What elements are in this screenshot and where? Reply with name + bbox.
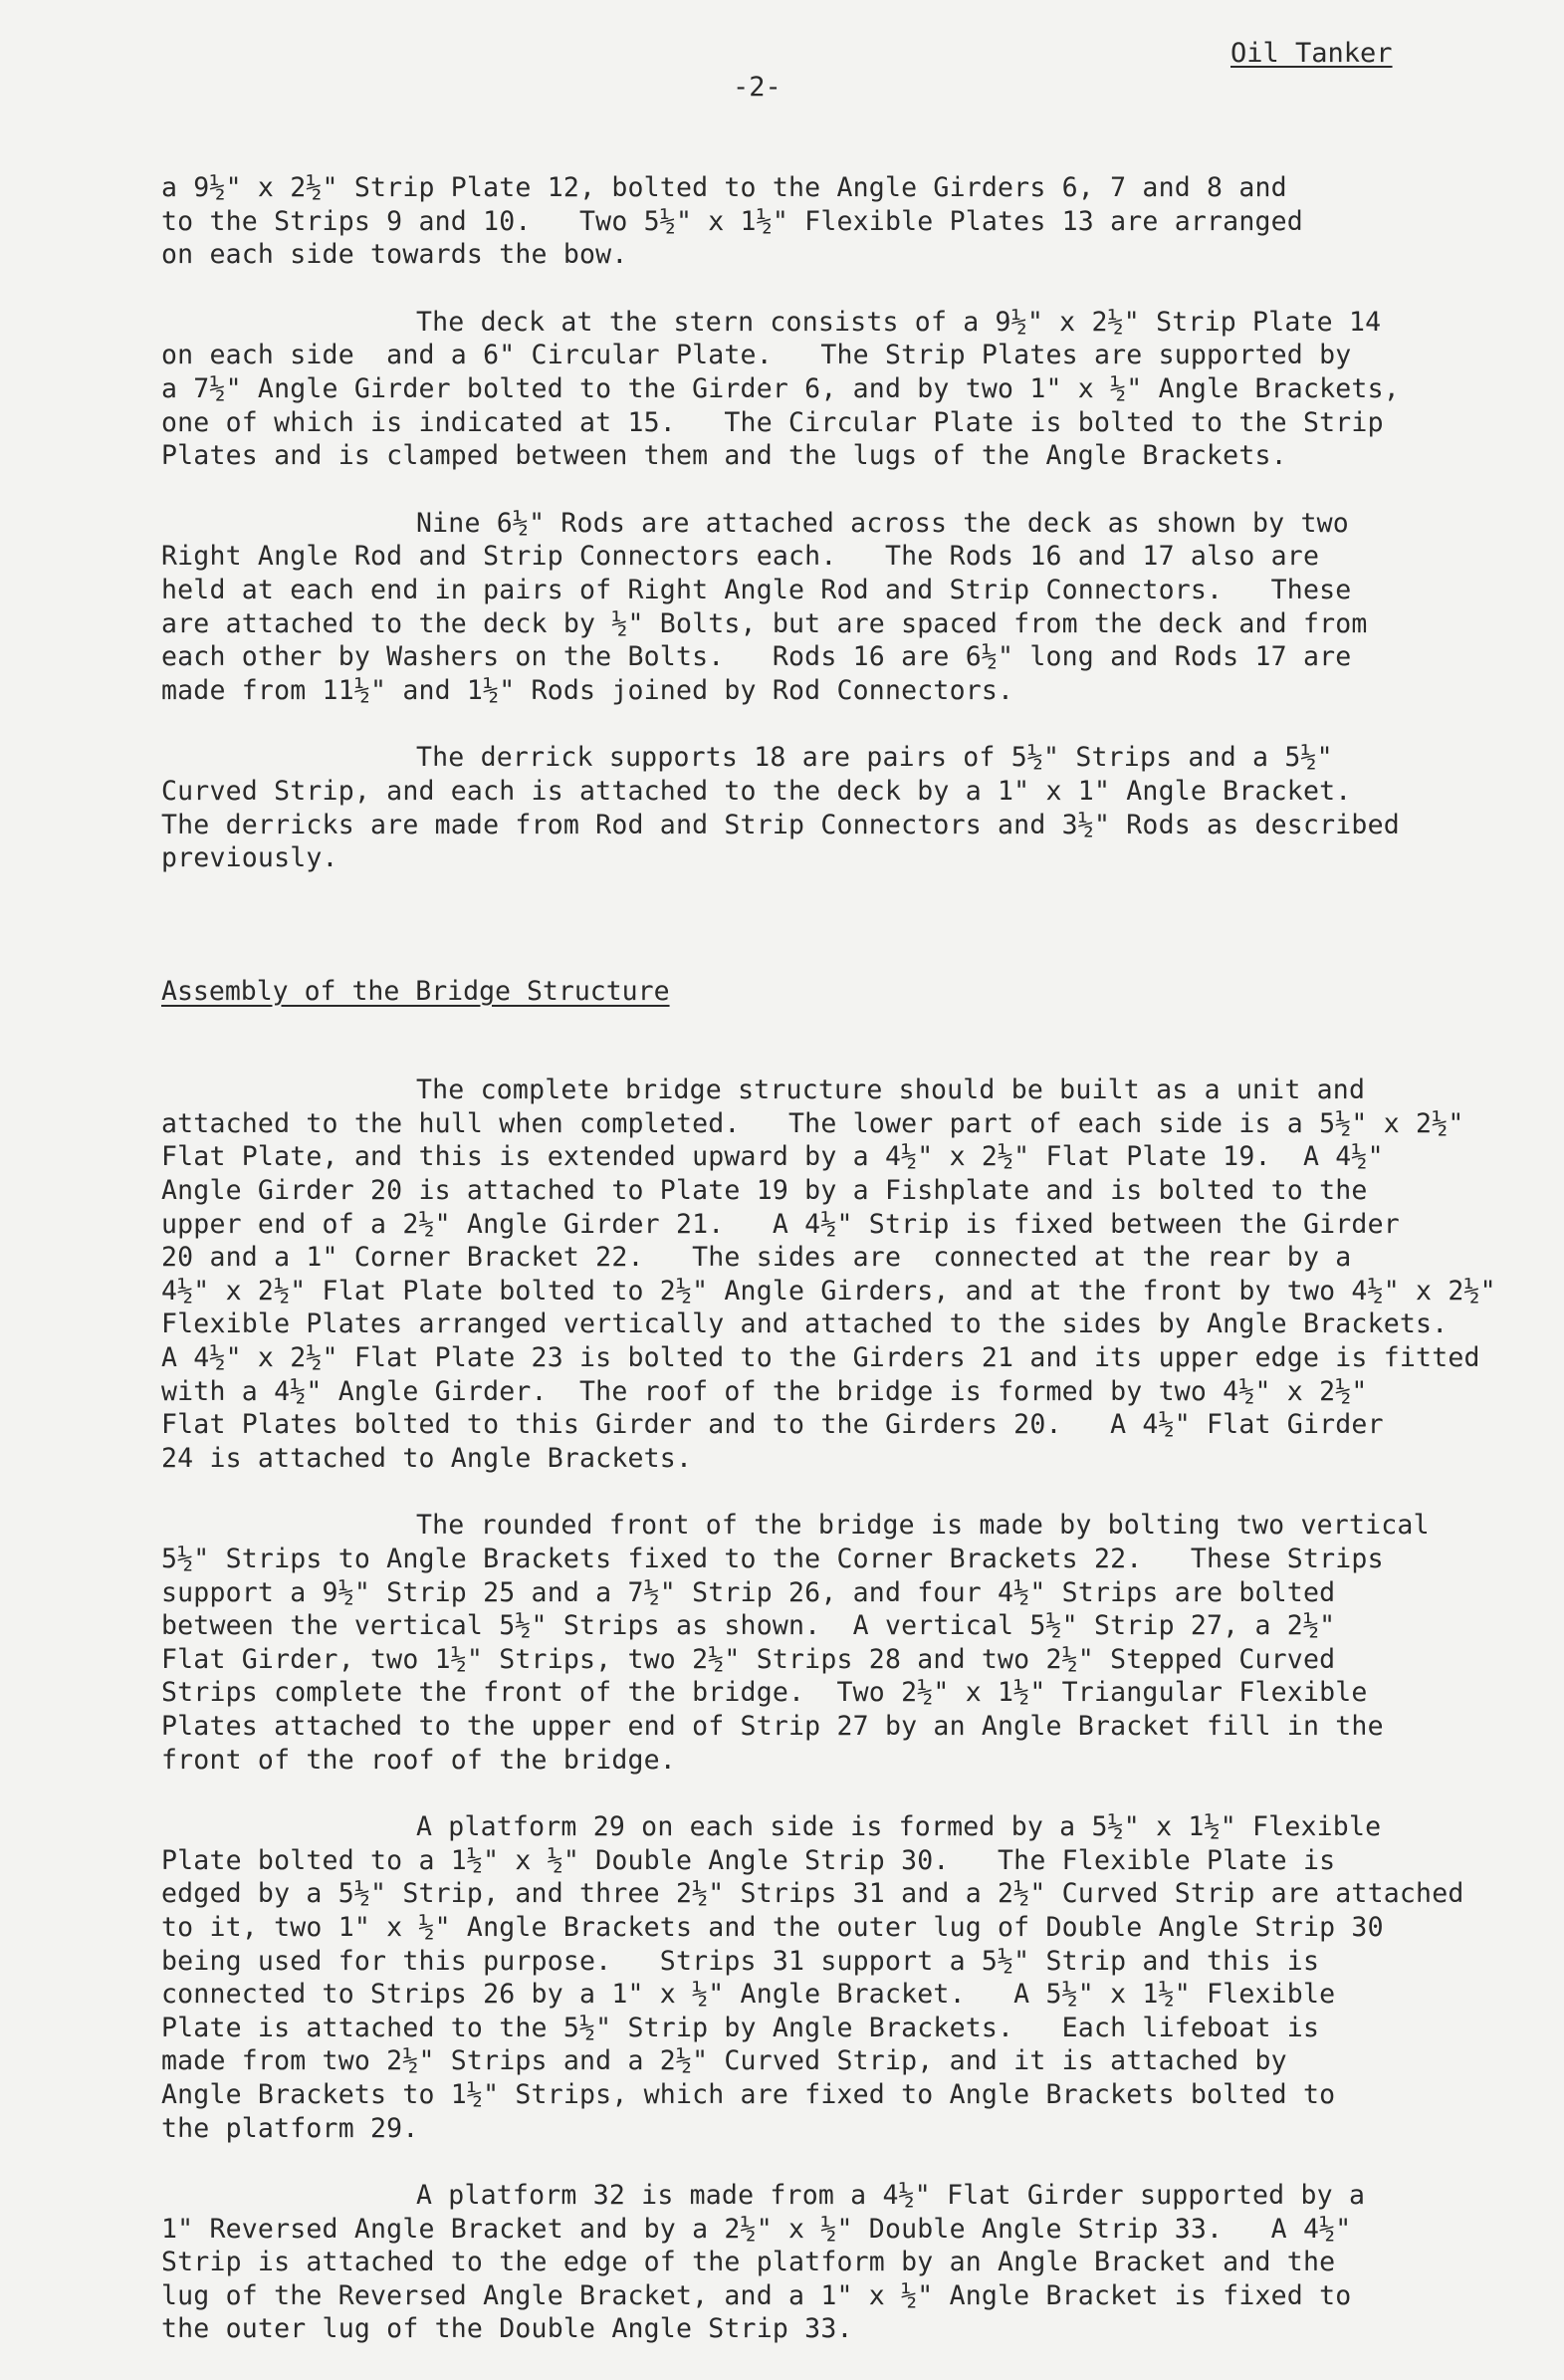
text-line xyxy=(161,171,1555,205)
text-line xyxy=(161,205,1555,239)
line-text: edged by a 5½" Strip, and three 2½" Strips 31 and a 2½" Curved Strip are attached xyxy=(161,1878,1464,1910)
line-text: Plate bolted to a 1½" x ½" Double Angle Strip 30. The Flexible Plate is xyxy=(161,1844,1336,1876)
line-text: one of which is indicated at 15. The Circular Plate is bolted to the Strip xyxy=(161,406,1384,438)
line-text: 20 and a 1" Corner Bracket 22. The sides are connected at the rear by a xyxy=(161,1242,1352,1274)
text-line xyxy=(161,1609,1555,1643)
line-text: the outer lug of the Double Angle Strip 33. xyxy=(161,2313,853,2345)
text-line xyxy=(161,775,1555,809)
text-line xyxy=(161,607,1555,641)
line-text: each other by Washers on the Bolts. Rods 16 are 6½" long and Rods 17 are xyxy=(161,641,1352,673)
text-line xyxy=(161,2012,1555,2045)
page-number: -2- xyxy=(733,72,782,103)
text-line xyxy=(161,2246,1555,2279)
text-line xyxy=(161,406,1555,440)
line-text: made from two 2½" Strips and a 2½" Curved Strip, and it is attached by xyxy=(161,2045,1287,2077)
line-text: Strip is attached to the edge of the platform by an Angle Bracket and the xyxy=(161,2247,1336,2278)
line-text: front of the roof of the bridge. xyxy=(161,1744,676,1776)
line-text: 5½" Strips to Angle Brackets fixed to the Corner Brackets 22. These Strips xyxy=(161,1544,1384,1574)
line-text: attached to the hull when completed. The lower part of each side is a 5½" x 2½" xyxy=(161,1107,1464,1139)
paragraph xyxy=(161,1509,1555,1777)
paragraph xyxy=(161,1810,1555,2145)
text-line xyxy=(161,339,1555,372)
line-text: lug of the Reversed Angle Bracket, and a 1" x ½" Angle Bracket is fixed to xyxy=(161,2279,1352,2311)
line-text: on each side and a 6" Circular Plate. The Strip Plates are supported by xyxy=(161,340,1352,371)
paragraph xyxy=(161,171,1555,272)
text-line xyxy=(161,1877,1555,1911)
line-text: connected to Strips 26 by a 1" x ½" Angle Bracket. A 5½" x 1½" Flexible xyxy=(161,1979,1336,2011)
line-text: Plates and is clamped between them and the lugs of the Angle Brackets. xyxy=(161,440,1287,472)
text-line xyxy=(161,809,1555,842)
line-text: Right Angle Rod and Strip Connectors each. The Rods 16 and 17 also are xyxy=(161,541,1320,573)
text-line xyxy=(161,1073,1555,1107)
line-text: Angle Brackets to 1½" Strips, which are fixed to Angle Brackets bolted to xyxy=(161,2078,1336,2110)
line-text: A platform 32 is made from a 4½" Flat Girder supported by a xyxy=(416,2180,1366,2212)
text-line xyxy=(161,1810,1555,1844)
line-text: 24 is attached to Angle Brackets. xyxy=(161,1442,693,1474)
text-line xyxy=(161,1174,1555,1208)
line-text: The derrick supports 18 are pairs of 5½" Strips and a 5½" xyxy=(416,742,1333,774)
text-line xyxy=(161,2078,1555,2112)
document-title: Oil Tanker xyxy=(1230,38,1393,69)
text-line xyxy=(161,507,1555,541)
line-text: a 9½" x 2½" Strip Plate 12, bolted to the Angle Girders 6, 7 and 8 and xyxy=(161,172,1287,203)
line-text: 4½" x 2½" Flat Plate bolted to 2½" Angle Girders, and at the front by two 4½" x 2½" xyxy=(161,1275,1496,1307)
text-line xyxy=(161,1744,1555,1778)
text-line xyxy=(161,1844,1555,1878)
text-line xyxy=(161,1241,1555,1275)
text-line xyxy=(161,2179,1555,2213)
text-line xyxy=(161,2112,1555,2146)
document-body xyxy=(161,171,1555,2380)
line-text: The rounded front of the bridge is made by bolting two vertical xyxy=(416,1510,1430,1542)
text-line xyxy=(161,1442,1555,1476)
text-line xyxy=(161,1710,1555,1744)
line-text: Plate is attached to the 5½" Strip by Angle Brackets. Each lifeboat is xyxy=(161,2012,1320,2043)
line-text: a 7½" Angle Girder bolted to the Girder 6, and by two 1" x ½" Angle Brackets, xyxy=(161,372,1400,404)
line-text: Nine 6½" Rods are attached across the deck as shown by two xyxy=(416,507,1349,539)
line-text: The complete bridge structure should be built as a unit and xyxy=(416,1074,1366,1106)
line-text: Flat Plate, and this is extended upward by a 4½" x 2½" Flat Plate 19. A 4½" xyxy=(161,1141,1384,1173)
text-line xyxy=(161,439,1555,473)
text-line xyxy=(161,1576,1555,1610)
line-text: Flat Plates bolted to this Girder and to the Girders 20. A 4½" Flat Girder xyxy=(161,1409,1384,1441)
text-line xyxy=(161,1509,1555,1543)
line-text: 1" Reversed Angle Bracket and by a 2½" x ½" Double Angle Strip 33. A 4½" xyxy=(161,2213,1352,2245)
line-text: held at each end in pairs of Right Angle Rod and Strip Connectors. These xyxy=(161,574,1352,605)
section-heading: Assembly of the Bridge Structure xyxy=(161,975,670,1007)
line-text: being used for this purpose. Strips 31 support a 5½" Strip and this is xyxy=(161,1945,1320,1977)
line-text: A 4½" x 2½" Flat Plate 23 is bolted to the Girders 21 and its upper edge is fitted xyxy=(161,1342,1480,1374)
paragraphs-after-heading xyxy=(161,1073,1555,2346)
line-text: previously. xyxy=(161,842,338,874)
text-line xyxy=(161,2213,1555,2247)
text-line xyxy=(161,1676,1555,1710)
paragraph xyxy=(161,1073,1555,1475)
text-line xyxy=(161,1140,1555,1174)
text-line xyxy=(161,1408,1555,1442)
line-text: Flexible Plates arranged vertically and attached to the sides by Angle Brackets. xyxy=(161,1309,1449,1340)
line-text: Angle Girder 20 is attached to Plate 19 by a Fishplate and is bolted to the xyxy=(161,1175,1368,1207)
line-text: A platform 29 on each side is formed by a 5½" x 1½" Flexible xyxy=(416,1811,1382,1843)
line-text: Curved Strip, and each is attached to the deck by a 1" x 1" Angle Bracket. xyxy=(161,775,1352,807)
line-text: are attached to the deck by ½" Bolts, but are spaced from the deck and from xyxy=(161,607,1368,639)
line-text: Flat Girder, two 1½" Strips, two 2½" Strips 28 and two 2½" Stepped Curved xyxy=(161,1643,1336,1675)
line-text: on each side towards the bow. xyxy=(161,239,628,271)
line-text: Plates attached to the upper end of Strip 27 by an Angle Bracket fill in the xyxy=(161,1710,1384,1742)
text-line xyxy=(161,1208,1555,1242)
text-line xyxy=(161,1911,1555,1945)
text-line xyxy=(161,1978,1555,2012)
paragraph xyxy=(161,306,1555,473)
text-line xyxy=(161,2044,1555,2078)
text-line xyxy=(161,238,1555,272)
text-line xyxy=(161,540,1555,574)
line-text: upper end of a 2½" Angle Girder 21. A 4½" Strip is fixed between the Girder xyxy=(161,1208,1400,1240)
line-text: made from 11½" and 1½" Rods joined by Rod Connectors. xyxy=(161,674,1014,706)
text-line xyxy=(161,1107,1555,1141)
text-line xyxy=(161,1375,1555,1409)
line-text: The deck at the stern consists of a 9½" x 2½" Strip Plate 14 xyxy=(416,306,1382,338)
text-line xyxy=(161,1945,1555,1979)
text-line xyxy=(161,372,1555,406)
text-line xyxy=(161,306,1555,340)
text-line xyxy=(161,1308,1555,1341)
text-line xyxy=(161,1543,1555,1576)
line-text: with a 4½" Angle Girder. The roof of the bridge is formed by two 4½" x 2½" xyxy=(161,1375,1368,1407)
paragraph xyxy=(161,2179,1555,2346)
line-text: to the Strips 9 and 10. Two 5½" x 1½" Flexible Plates 13 are arranged xyxy=(161,205,1303,237)
text-line xyxy=(161,674,1555,708)
text-line xyxy=(161,1643,1555,1677)
text-line xyxy=(161,574,1555,607)
paragraph xyxy=(161,507,1555,708)
text-line xyxy=(161,1275,1555,1309)
text-line xyxy=(161,841,1555,875)
text-line xyxy=(161,2279,1555,2313)
paragraphs-before-heading xyxy=(161,171,1555,875)
line-text: The derricks are made from Rod and Strip Connectors and 3½" Rods as described xyxy=(161,809,1400,840)
line-text: Strips complete the front of the bridge. Two 2½" x 1½" Triangular Flexible xyxy=(161,1677,1368,1709)
text-line xyxy=(161,2312,1555,2346)
line-text: to it, two 1" x ½" Angle Brackets and the outer lug of Double Angle Strip 30 xyxy=(161,1911,1384,1943)
paragraph xyxy=(161,741,1555,874)
line-text: support a 9½" Strip 25 and a 7½" Strip 26, and four 4½" Strips are bolted xyxy=(161,1576,1336,1608)
text-line xyxy=(161,1341,1555,1375)
text-line xyxy=(161,640,1555,674)
text-line xyxy=(161,741,1555,775)
line-text: the platform 29. xyxy=(161,2112,419,2144)
line-text: between the vertical 5½" Strips as shown. A vertical 5½" Strip 27, a 2½" xyxy=(161,1610,1336,1642)
